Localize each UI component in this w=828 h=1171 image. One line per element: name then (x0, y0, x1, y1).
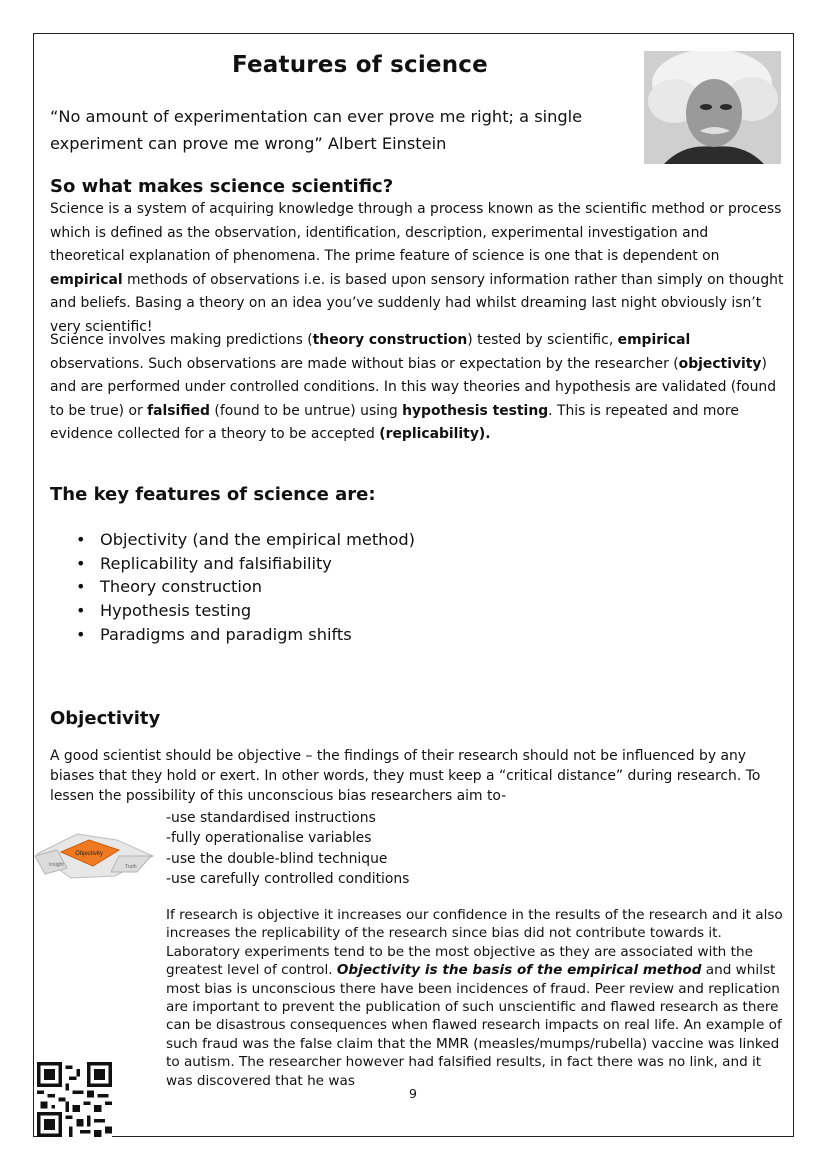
paragraph-science-predictions: Science involves making predictions (theory construction) tested by scientific, empirical observations. Such observations are made without bias or expectation by the researcher (objectivity) and are performed under controlled conditions. In this way theories and hypothesis are validated (found to be true) or falsified (found to be untrue) using hypothesis testing. This is repeated and more evidence collected for a theory to be accepted (replicability). (50, 332, 777, 442)
puzzle-graphic (27, 826, 161, 882)
section-heading-key-features: The key features of science are: (50, 484, 376, 505)
key-features-list (76, 528, 415, 647)
portrait-photo (644, 51, 781, 164)
quote-line-2: experiment can prove me wrong” Albert Einstein (50, 134, 447, 153)
list-item: -use carefully controlled conditions (166, 871, 410, 888)
list-item: -fully operationalise variables (166, 830, 372, 847)
list-item: • Objectivity (and the empirical method) (76, 528, 415, 552)
paragraph-objectivity-detail: If research is objective it increases our confidence in the results of the research and it also increases the replicability of the research since bias did not contribute towards it. Laboratory experiments tend to be the most objective as they are associated with the greatest level of control. Objectivity is the basis of the empirical method and whilst most bias is unconscious there have been incidences of fraud. Peer review and replication are important to prevent the publication of such unscientific and flawed research as there can be disastrous consequences when flawed research impacts on real life. An example of such fraud was the false claim that the MMR (measles/mumps/rubella) vaccine was linked to autism. The researcher however had falsified results, in fact there was no link, and it was discovered that he was (166, 907, 783, 1089)
paragraph-objectivity-intro: A good scientist should be objective – the findings of their research should not be influenced by any biases that they hold or exert. In other words, they must keep a “critical distance” during research. To lessen the possibility of this unconscious bias researchers aim to- (50, 748, 761, 804)
list-item: • Theory construction (76, 575, 415, 599)
list-item: • Replicability and falsifiability (76, 552, 415, 576)
puzzle-label: Objectivity (75, 851, 103, 857)
quote-line-1: “No amount of experimentation can ever prove me right; a single (50, 107, 583, 126)
list-item: -use the double-blind technique (166, 850, 388, 867)
puzzle-word: Insight (49, 862, 64, 868)
list-item: -use standardised instructions (166, 810, 376, 826)
puzzle-icon (27, 826, 161, 882)
section-heading-objectivity: Objectivity (50, 708, 161, 729)
section-heading-scientific: So what makes science scientific? (50, 176, 394, 197)
page-number: 9 (409, 1086, 417, 1101)
qr-code[interactable] (36, 1062, 113, 1137)
paragraph-science-definition: Science is a system of acquiring knowledge through a process known as the scientific method or process which is defined as the observation, identification, description, experimental investigation and theoretical explanation of phenomena. The prime feature of science is one that is dependent on empirical methods of observations i.e. is based upon sensory information rather than simply on thought and beliefs. Basing a theory on an idea you’ve suddenly had whilst dreaming last night obviously isn’t very scientific! (50, 201, 784, 335)
qr-code-icon (36, 1062, 113, 1137)
list-item: • Paradigms and paradigm shifts (76, 623, 415, 647)
page-title: Features of science (232, 52, 488, 78)
portrait-graphic (644, 51, 781, 164)
einstein-quote (50, 103, 610, 157)
bias-reduction-list (166, 808, 409, 890)
list-item: • Hypothesis testing (76, 599, 415, 623)
puzzle-word: Truth (125, 864, 137, 870)
